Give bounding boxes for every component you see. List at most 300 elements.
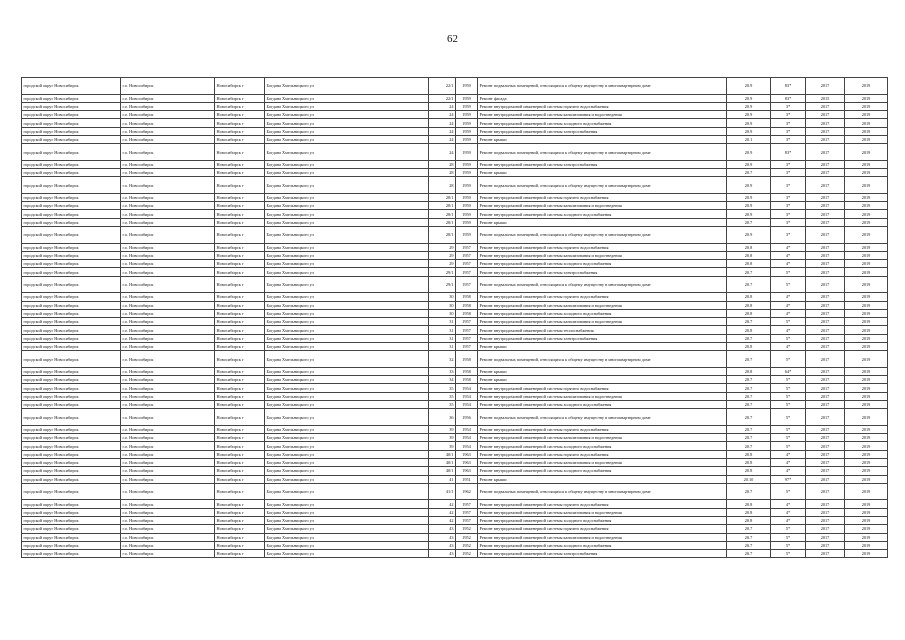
start-year-cell: 2017 xyxy=(806,111,845,119)
end-year-cell: 2019 xyxy=(845,459,888,467)
street-cell: Богдана Хмельницкого ул xyxy=(265,94,429,102)
house-number-cell: 28/1 xyxy=(429,193,456,201)
area-cell: 20.9 xyxy=(727,111,771,119)
end-year-cell: 2019 xyxy=(845,550,888,558)
municipality-cell: г.о. Новосибирск xyxy=(121,135,215,143)
municipality-cell: г.о. Новосибирск xyxy=(121,483,215,500)
settlement-cell: Новосибирск г xyxy=(215,384,265,392)
house-number-cell: 35 xyxy=(429,384,456,392)
work-type-cell: Ремонт внутридомовой инженерной системы холодного водоснабжения xyxy=(478,516,727,524)
district-cell: городской округ Новосибирск xyxy=(22,508,121,516)
percent-cell: 4* xyxy=(771,326,806,334)
percent-cell: 5* xyxy=(771,525,806,533)
work-type-cell: Ремонт подвальных помещений, относящихся к общему имуществу в многоквартирном доме xyxy=(478,409,727,426)
start-year-cell: 2017 xyxy=(806,442,845,450)
percent-cell: 5* xyxy=(771,425,806,433)
build-year-cell: 1957 xyxy=(456,326,478,334)
settlement-cell: Новосибирск г xyxy=(215,193,265,201)
district-cell: городской округ Новосибирск xyxy=(22,301,121,309)
settlement-cell: Новосибирск г xyxy=(215,268,265,276)
start-year-cell: 2017 xyxy=(806,392,845,400)
municipality-cell: г.о. Новосибирск xyxy=(121,318,215,326)
percent-cell: 5* xyxy=(771,334,806,342)
build-year-cell: 1952 xyxy=(456,533,478,541)
end-year-cell: 2019 xyxy=(845,434,888,442)
settlement-cell: Новосибирск г xyxy=(215,459,265,467)
table-row xyxy=(22,218,888,226)
district-cell: городской округ Новосибирск xyxy=(22,169,121,177)
house-number-cell: 24 xyxy=(429,144,456,161)
work-type-cell: Ремонт подвальных помещений, относящихся к общему имуществу в многоквартирном доме xyxy=(478,227,727,244)
start-year-cell: 2017 xyxy=(806,500,845,508)
house-number-cell: 41/1 xyxy=(429,483,456,500)
percent-cell: 3* xyxy=(771,169,806,177)
work-type-cell: Ремонт внутридомовой инженерной системы канализования и водоотведения xyxy=(478,459,727,467)
work-type-cell: Ремонт внутридомовой инженерной системы канализования и водоотведения xyxy=(478,251,727,259)
area-cell: 20.8 xyxy=(727,508,771,516)
municipality-cell: г.о. Новосибирск xyxy=(121,401,215,409)
table-row xyxy=(22,343,888,351)
municipality-cell: г.о. Новосибирск xyxy=(121,160,215,168)
area-cell: 20.7 xyxy=(727,268,771,276)
street-cell: Богдана Хмельницкого ул xyxy=(265,550,429,558)
end-year-cell: 2019 xyxy=(845,318,888,326)
street-cell: Богдана Хмельницкого ул xyxy=(265,525,429,533)
build-year-cell: 1959 xyxy=(456,169,478,177)
area-cell: 20.9 xyxy=(727,202,771,210)
work-type-cell: Ремонт внутридомовой инженерной системы канализования и водоотведения xyxy=(478,111,727,119)
end-year-cell: 2019 xyxy=(845,367,888,375)
table-row xyxy=(22,127,888,135)
area-cell: 20.9 xyxy=(727,127,771,135)
build-year-cell: 1957 xyxy=(456,334,478,342)
district-cell: городской округ Новосибирск xyxy=(22,367,121,375)
start-year-cell: 2017 xyxy=(806,135,845,143)
percent-cell: 3* xyxy=(771,202,806,210)
percent-cell: 5* xyxy=(771,351,806,368)
house-number-cell: 31 xyxy=(429,343,456,351)
municipality-cell: г.о. Новосибирск xyxy=(121,111,215,119)
table-row xyxy=(22,94,888,102)
municipality-cell: г.о. Новосибирск xyxy=(121,94,215,102)
area-cell: 20.7 xyxy=(727,218,771,226)
work-type-cell: Ремонт крыши xyxy=(478,135,727,143)
work-type-cell: Ремонт внутридомовой инженерной системы электроснабжения xyxy=(478,127,727,135)
house-number-cell: 28/1 xyxy=(429,210,456,218)
end-year-cell: 2019 xyxy=(845,401,888,409)
work-type-cell: Ремонт внутридомовой инженерной системы горячего водоснабжения xyxy=(478,425,727,433)
build-year-cell: 1954 xyxy=(456,425,478,433)
end-year-cell: 2019 xyxy=(845,533,888,541)
percent-cell: 3* xyxy=(771,160,806,168)
build-year-cell: 1958 xyxy=(456,293,478,301)
house-number-cell: 43 xyxy=(429,550,456,558)
municipality-cell: г.о. Новосибирск xyxy=(121,202,215,210)
settlement-cell: Новосибирск г xyxy=(215,301,265,309)
percent-cell: 5* xyxy=(771,483,806,500)
work-type-cell: Ремонт внутридомовой инженерной системы холодного водоснабжения xyxy=(478,401,727,409)
end-year-cell: 2019 xyxy=(845,467,888,475)
start-year-cell: 2017 xyxy=(806,243,845,251)
build-year-cell: 1957 xyxy=(456,500,478,508)
end-year-cell: 2019 xyxy=(845,409,888,426)
start-year-cell: 2017 xyxy=(806,475,845,483)
percent-cell: 83* xyxy=(771,78,806,95)
end-year-cell: 2019 xyxy=(845,160,888,168)
table-row xyxy=(22,533,888,541)
settlement-cell: Новосибирск г xyxy=(215,135,265,143)
street-cell: Богдана Хмельницкого ул xyxy=(265,541,429,549)
house-number-cell: 28 xyxy=(429,169,456,177)
end-year-cell: 2019 xyxy=(845,218,888,226)
table-row xyxy=(22,467,888,475)
settlement-cell: Новосибирск г xyxy=(215,102,265,110)
street-cell: Богдана Хмельницкого ул xyxy=(265,169,429,177)
work-type-cell: Ремонт внутридомовой инженерной системы канализования и водоотведения xyxy=(478,392,727,400)
municipality-cell: г.о. Новосибирск xyxy=(121,144,215,161)
house-number-cell: 39 xyxy=(429,442,456,450)
table-row xyxy=(22,160,888,168)
table-row xyxy=(22,508,888,516)
table-row xyxy=(22,243,888,251)
district-cell: городской округ Новосибирск xyxy=(22,94,121,102)
table-row xyxy=(22,193,888,201)
start-year-cell: 2017 xyxy=(806,384,845,392)
settlement-cell: Новосибирск г xyxy=(215,351,265,368)
build-year-cell: 1958 xyxy=(456,351,478,368)
settlement-cell: Новосибирск г xyxy=(215,210,265,218)
build-year-cell: 1959 xyxy=(456,210,478,218)
area-cell: 20.7 xyxy=(727,483,771,500)
settlement-cell: Новосибирск г xyxy=(215,260,265,268)
work-type-cell: Ремонт крыши xyxy=(478,475,727,483)
house-number-cell: 28 xyxy=(429,160,456,168)
settlement-cell: Новосибирск г xyxy=(215,318,265,326)
work-type-cell: Ремонт внутридомовой инженерной системы горячего водоснабжения xyxy=(478,500,727,508)
house-number-cell: 43 xyxy=(429,533,456,541)
end-year-cell: 2019 xyxy=(845,227,888,244)
area-cell: 20.9 xyxy=(727,102,771,110)
start-year-cell: 2017 xyxy=(806,193,845,201)
settlement-cell: Новосибирск г xyxy=(215,525,265,533)
municipality-cell: г.о. Новосибирск xyxy=(121,260,215,268)
table-row xyxy=(22,541,888,549)
district-cell: городской округ Новосибирск xyxy=(22,475,121,483)
street-cell: Богдана Хмельницкого ул xyxy=(265,102,429,110)
start-year-cell: 2017 xyxy=(806,450,845,458)
table-row xyxy=(22,516,888,524)
percent-cell: 4* xyxy=(771,459,806,467)
table-row xyxy=(22,475,888,483)
house-number-cell: 28/1 xyxy=(429,227,456,244)
street-cell: Богдана Хмельницкого ул xyxy=(265,367,429,375)
start-year-cell: 2017 xyxy=(806,251,845,259)
start-year-cell: 2017 xyxy=(806,525,845,533)
district-cell: городской округ Новосибирск xyxy=(22,127,121,135)
work-type-cell: Ремонт внутридомовой инженерной системы горячего водоснабжения xyxy=(478,193,727,201)
build-year-cell: 1959 xyxy=(456,202,478,210)
municipality-cell: г.о. Новосибирск xyxy=(121,516,215,524)
start-year-cell: 2017 xyxy=(806,425,845,433)
municipality-cell: г.о. Новосибирск xyxy=(121,351,215,368)
end-year-cell: 2019 xyxy=(845,127,888,135)
table-row xyxy=(22,459,888,467)
percent-cell: 64* xyxy=(771,367,806,375)
district-cell: городской округ Новосибирск xyxy=(22,500,121,508)
end-year-cell: 2019 xyxy=(845,260,888,268)
work-type-cell: Ремонт внутридомовой инженерной системы канализования и водоотведения xyxy=(478,301,727,309)
municipality-cell: г.о. Новосибирск xyxy=(121,500,215,508)
work-type-cell: Ремонт фасада xyxy=(478,94,727,102)
work-type-cell: Ремонт внутридомовой инженерной системы канализования и водоотведения xyxy=(478,434,727,442)
end-year-cell: 2019 xyxy=(845,169,888,177)
build-year-cell: 1957 xyxy=(456,318,478,326)
percent-cell: 83* xyxy=(771,94,806,102)
work-type-cell: Ремонт крыши xyxy=(478,367,727,375)
municipality-cell: г.о. Новосибирск xyxy=(121,425,215,433)
municipality-cell: г.о. Новосибирск xyxy=(121,102,215,110)
settlement-cell: Новосибирск г xyxy=(215,243,265,251)
district-cell: городской округ Новосибирск xyxy=(22,111,121,119)
build-year-cell: 1959 xyxy=(456,144,478,161)
area-cell: 20.9 xyxy=(727,144,771,161)
house-number-cell: 28 xyxy=(429,177,456,194)
work-type-cell: Ремонт внутридомовой инженерной системы холодного водоснабжения xyxy=(478,210,727,218)
build-year-cell: 1957 xyxy=(456,268,478,276)
settlement-cell: Новосибирск г xyxy=(215,276,265,293)
street-cell: Богдана Хмельницкого ул xyxy=(265,500,429,508)
settlement-cell: Новосибирск г xyxy=(215,160,265,168)
work-type-cell: Ремонт внутридомовой инженерной системы холодного водоснабжения xyxy=(478,260,727,268)
end-year-cell: 2019 xyxy=(845,326,888,334)
house-number-cell: 42 xyxy=(429,500,456,508)
municipality-cell: г.о. Новосибирск xyxy=(121,326,215,334)
end-year-cell: 2019 xyxy=(845,111,888,119)
table-row xyxy=(22,293,888,301)
end-year-cell: 2019 xyxy=(845,102,888,110)
settlement-cell: Новосибирск г xyxy=(215,500,265,508)
area-cell: 20.8 xyxy=(727,251,771,259)
municipality-cell: г.о. Новосибирск xyxy=(121,334,215,342)
start-year-cell: 2017 xyxy=(806,541,845,549)
settlement-cell: Новосибирск г xyxy=(215,202,265,210)
work-type-cell: Ремонт внутридомовой инженерной системы холодного водоснабжения xyxy=(478,309,727,317)
district-cell: городской округ Новосибирск xyxy=(22,268,121,276)
table-row xyxy=(22,384,888,392)
work-type-cell: Ремонт внутридомовой инженерной системы электроснабжения xyxy=(478,334,727,342)
house-number-cell: 29 xyxy=(429,260,456,268)
street-cell: Богдана Хмельницкого ул xyxy=(265,309,429,317)
percent-cell: 5* xyxy=(771,442,806,450)
work-type-cell: Ремонт внутридомовой инженерной системы горячего водоснабжения xyxy=(478,243,727,251)
settlement-cell: Новосибирск г xyxy=(215,483,265,500)
percent-cell: 3* xyxy=(771,177,806,194)
house-number-cell: 22/1 xyxy=(429,78,456,95)
build-year-cell: 1957 xyxy=(456,343,478,351)
settlement-cell: Новосибирск г xyxy=(215,293,265,301)
house-number-cell: 35 xyxy=(429,392,456,400)
district-cell: городской округ Новосибирск xyxy=(22,343,121,351)
district-cell: городской округ Новосибирск xyxy=(22,401,121,409)
table-row xyxy=(22,401,888,409)
percent-cell: 5* xyxy=(771,541,806,549)
house-number-cell: 24 xyxy=(429,135,456,143)
district-cell: городской округ Новосибирск xyxy=(22,442,121,450)
street-cell: Богдана Хмельницкого ул xyxy=(265,409,429,426)
municipality-cell: г.о. Новосибирск xyxy=(121,384,215,392)
build-year-cell: 1958 xyxy=(456,309,478,317)
end-year-cell: 2019 xyxy=(845,210,888,218)
settlement-cell: Новосибирск г xyxy=(215,111,265,119)
end-year-cell: 2019 xyxy=(845,293,888,301)
work-type-cell: Ремонт внутридомовой инженерной системы электроснабжения xyxy=(478,160,727,168)
table-row xyxy=(22,251,888,259)
work-type-cell: Ремонт подвальных помещений, относящихся к общему имуществу в многоквартирном доме xyxy=(478,144,727,161)
build-year-cell: 1954 xyxy=(456,434,478,442)
end-year-cell: 2019 xyxy=(845,450,888,458)
district-cell: городской округ Новосибирск xyxy=(22,459,121,467)
work-type-cell: Ремонт подвальных помещений, относящихся к общему имуществу в многоквартирном доме xyxy=(478,78,727,95)
street-cell: Богдана Хмельницкого ул xyxy=(265,392,429,400)
house-number-cell: 22/1 xyxy=(429,94,456,102)
settlement-cell: Новосибирск г xyxy=(215,144,265,161)
area-cell: 20.7 xyxy=(727,334,771,342)
settlement-cell: Новосибирск г xyxy=(215,533,265,541)
settlement-cell: Новосибирск г xyxy=(215,475,265,483)
build-year-cell: 1957 xyxy=(456,276,478,293)
street-cell: Богдана Хмельницкого ул xyxy=(265,135,429,143)
table-row xyxy=(22,227,888,244)
start-year-cell: 2017 xyxy=(806,227,845,244)
build-year-cell: 1959 xyxy=(456,94,478,102)
house-number-cell: 43 xyxy=(429,525,456,533)
area-cell: 20.9 xyxy=(727,94,771,102)
settlement-cell: Новосибирск г xyxy=(215,550,265,558)
percent-cell: 3* xyxy=(771,218,806,226)
municipality-cell: г.о. Новосибирск xyxy=(121,434,215,442)
house-number-cell: 31 xyxy=(429,334,456,342)
percent-cell: 5* xyxy=(771,409,806,426)
start-year-cell: 2017 xyxy=(806,102,845,110)
area-cell: 20.1 xyxy=(727,135,771,143)
start-year-cell: 2017 xyxy=(806,409,845,426)
house-number-cell: 30 xyxy=(429,301,456,309)
area-cell: 20.8 xyxy=(727,459,771,467)
build-year-cell: 1958 xyxy=(456,367,478,375)
table-row xyxy=(22,102,888,110)
area-cell: 20.8 xyxy=(727,450,771,458)
district-cell: городской округ Новосибирск xyxy=(22,260,121,268)
start-year-cell: 2017 xyxy=(806,210,845,218)
work-type-cell: Ремонт внутридомовой инженерной системы холодного водоснабжения xyxy=(478,541,727,549)
municipality-cell: г.о. Новосибирск xyxy=(121,78,215,95)
municipality-cell: г.о. Новосибирск xyxy=(121,525,215,533)
district-cell: городской округ Новосибирск xyxy=(22,467,121,475)
municipality-cell: г.о. Новосибирск xyxy=(121,367,215,375)
end-year-cell: 2019 xyxy=(845,483,888,500)
start-year-cell: 2017 xyxy=(806,550,845,558)
start-year-cell: 2017 xyxy=(806,127,845,135)
table-row xyxy=(22,111,888,119)
build-year-cell: 1963 xyxy=(456,467,478,475)
table-row xyxy=(22,367,888,375)
street-cell: Богдана Хмельницкого ул xyxy=(265,251,429,259)
settlement-cell: Новосибирск г xyxy=(215,227,265,244)
percent-cell: 5* xyxy=(771,384,806,392)
municipality-cell: г.о. Новосибирск xyxy=(121,127,215,135)
percent-cell: 4* xyxy=(771,293,806,301)
district-cell: городской округ Новосибирск xyxy=(22,550,121,558)
end-year-cell: 2019 xyxy=(845,343,888,351)
house-number-cell: 42 xyxy=(429,508,456,516)
area-cell: 20.7 xyxy=(727,276,771,293)
percent-cell: 5* xyxy=(771,434,806,442)
table-row xyxy=(22,177,888,194)
district-cell: городской округ Новосибирск xyxy=(22,392,121,400)
work-type-cell: Ремонт внутридомовой инженерной системы канализования и водоотведения xyxy=(478,533,727,541)
house-number-cell: 31 xyxy=(429,318,456,326)
street-cell: Богдана Хмельницкого ул xyxy=(265,111,429,119)
build-year-cell: 1959 xyxy=(456,227,478,244)
table-row xyxy=(22,276,888,293)
work-type-cell: Ремонт внутридомовой инженерной системы теплоснабжения xyxy=(478,326,727,334)
municipality-cell: г.о. Новосибирск xyxy=(121,442,215,450)
area-cell: 20.8 xyxy=(727,467,771,475)
municipality-cell: г.о. Новосибирск xyxy=(121,409,215,426)
municipality-cell: г.о. Новосибирск xyxy=(121,459,215,467)
table-row xyxy=(22,334,888,342)
district-cell: городской округ Новосибирск xyxy=(22,376,121,384)
district-cell: городской округ Новосибирск xyxy=(22,434,121,442)
percent-cell: 5* xyxy=(771,268,806,276)
percent-cell: 4* xyxy=(771,251,806,259)
district-cell: городской округ Новосибирск xyxy=(22,227,121,244)
build-year-cell: 1957 xyxy=(456,251,478,259)
percent-cell: 5* xyxy=(771,318,806,326)
start-year-cell: 2017 xyxy=(806,367,845,375)
table-row xyxy=(22,202,888,210)
build-year-cell: 1959 xyxy=(456,119,478,127)
district-cell: городской округ Новосибирск xyxy=(22,425,121,433)
street-cell: Богдана Хмельницкого ул xyxy=(265,144,429,161)
settlement-cell: Новосибирск г xyxy=(215,94,265,102)
build-year-cell: 1957 xyxy=(456,260,478,268)
build-year-cell: 1957 xyxy=(456,516,478,524)
settlement-cell: Новосибирск г xyxy=(215,169,265,177)
area-cell: 20.7 xyxy=(727,442,771,450)
street-cell: Богдана Хмельницкого ул xyxy=(265,268,429,276)
work-type-cell: Ремонт крыши xyxy=(478,343,727,351)
area-cell: 20.9 xyxy=(727,119,771,127)
work-type-cell: Ремонт внутридомовой инженерной системы горячего водоснабжения xyxy=(478,450,727,458)
district-cell: городской округ Новосибирск xyxy=(22,309,121,317)
work-type-cell: Ремонт внутридомовой инженерной системы холодного водоснабжения xyxy=(478,467,727,475)
work-type-cell: Ремонт крыши xyxy=(478,376,727,384)
build-year-cell: 1954 xyxy=(456,442,478,450)
end-year-cell: 2019 xyxy=(845,541,888,549)
start-year-cell: 2017 xyxy=(806,293,845,301)
municipality-cell: г.о. Новосибирск xyxy=(121,309,215,317)
percent-cell: 4* xyxy=(771,260,806,268)
build-year-cell: 1954 xyxy=(456,392,478,400)
start-year-cell: 2017 xyxy=(806,276,845,293)
street-cell: Богдана Хмельницкого ул xyxy=(265,318,429,326)
end-year-cell: 2019 xyxy=(845,516,888,524)
settlement-cell: Новосибирск г xyxy=(215,343,265,351)
house-number-cell: 24 xyxy=(429,119,456,127)
municipality-cell: г.о. Новосибирск xyxy=(121,475,215,483)
end-year-cell: 2019 xyxy=(845,243,888,251)
